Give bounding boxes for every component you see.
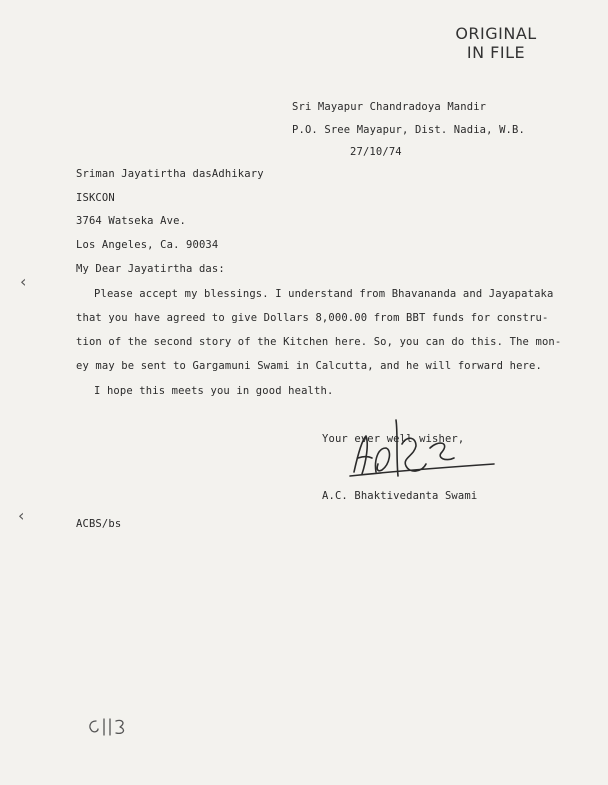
stamp-line-1: ORIGINAL [455,24,537,43]
body-paragraph-1-line-3: tion of the second story of the Kitchen here. So, you can do this. The mon- [76,336,562,348]
recipient-street: 3764 Watseka Ave. [76,215,187,227]
body-paragraph-1-line-2: that you have agreed to give Dollars 8,000.00 from BBT funds for constru- [76,312,549,324]
original-in-file-stamp [448,24,544,62]
stamp-line-2: IN FILE [466,43,526,62]
letter-date: 27/10/74 [350,146,402,158]
body-paragraph-1-line-4: ey may be sent to Gargamuni Swami in Calcutta, and he will forward here. [76,360,542,372]
handwritten-signature [346,414,506,494]
reference-initials: ACBS/bs [76,518,122,530]
body-paragraph-2: I hope this meets you in good health. [94,385,334,397]
recipient-name: Sriman Jayatirtha dasAdhikary [76,168,264,180]
recipient-organization: ISKCON [76,192,115,204]
margin-binding-mark-top: ‹ [20,272,27,291]
sender-address-line-1: Sri Mayapur Chandradoya Mandir [292,101,487,113]
margin-binding-mark-bottom: ‹ [18,506,25,525]
recipient-city: Los Angeles, Ca. 90034 [76,239,219,251]
salutation: My Dear Jayatirtha das: [76,263,225,275]
handwritten-file-number [86,713,130,741]
body-paragraph-1-line-1: Please accept my blessings. I understand from Bhavananda and Jayapataka [94,288,554,300]
signer-name: A.C. Bhaktivedanta Swami [322,490,478,502]
closing-phrase: Your ever well wisher, [322,433,465,445]
sender-address-line-2: P.O. Sree Mayapur, Dist. Nadia, W.B. [292,124,525,136]
